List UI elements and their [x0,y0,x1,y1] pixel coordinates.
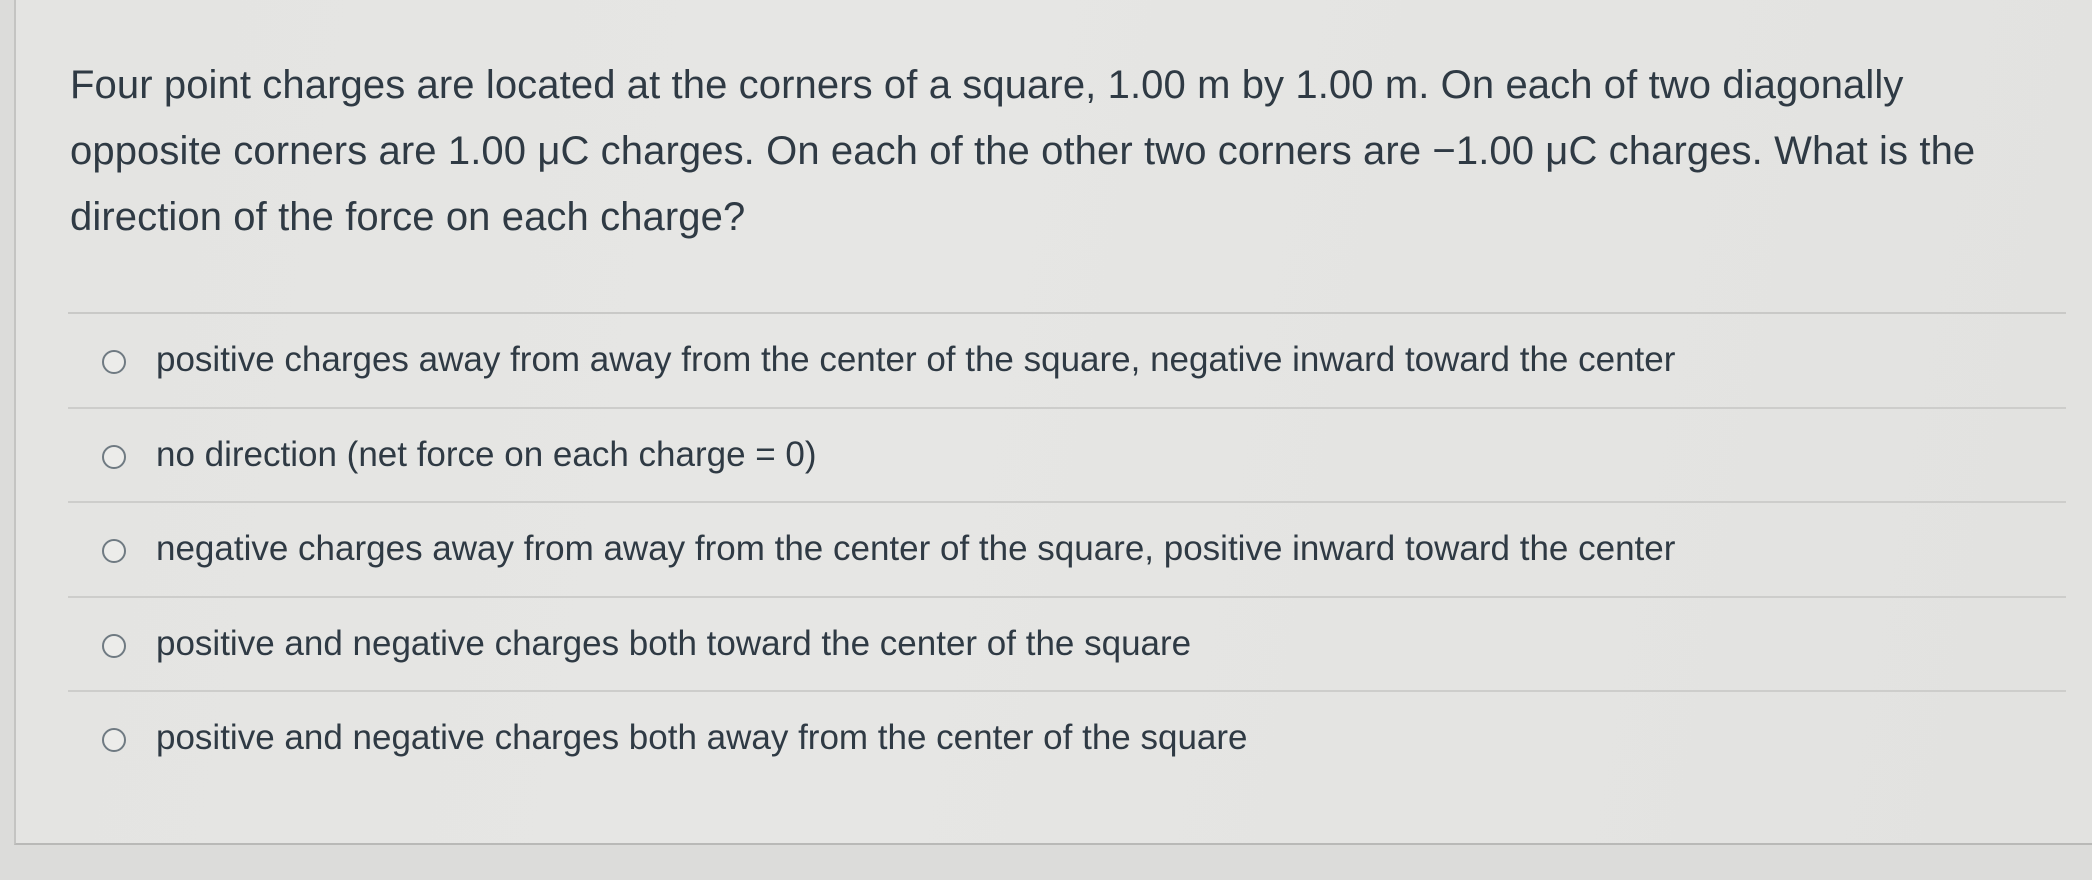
answer-label[interactable]: no direction (net force on each charge = 0) [156,434,817,474]
answer-list [68,314,2066,787]
answer-label[interactable]: positive charges away from away from the center of the square, negative inward toward the center [156,340,1676,379]
answer-label[interactable]: negative charges away from away from the center of the square, positive inward toward the center [156,529,1676,568]
radio-button-icon[interactable] [102,350,126,374]
answer-label[interactable]: positive and negative charges both toward the center of the square [156,623,1192,663]
question-text: Four point charges are located at the corners of a square, 1.00 m by 1.00 m. On each of two diagonally opposite corners are 1.00 μC charges. On each of the other two corners are −1.00 μC charges. What is the direction of the force on each charge? [70,63,1976,239]
answer-option-1[interactable] [68,314,2066,409]
answer-option-4[interactable] [68,598,2066,693]
answer-option-3[interactable] [68,503,2066,598]
question-card [14,0,2092,845]
radio-button-icon[interactable] [102,634,126,658]
radio-button-icon[interactable] [102,445,126,469]
answer-option-2[interactable] [68,409,2066,504]
answer-option-5[interactable] [68,692,2066,787]
radio-button-icon[interactable] [102,539,126,563]
answer-label[interactable]: positive and negative charges both away from the center of the square [156,718,1248,757]
radio-button-icon[interactable] [102,728,126,752]
